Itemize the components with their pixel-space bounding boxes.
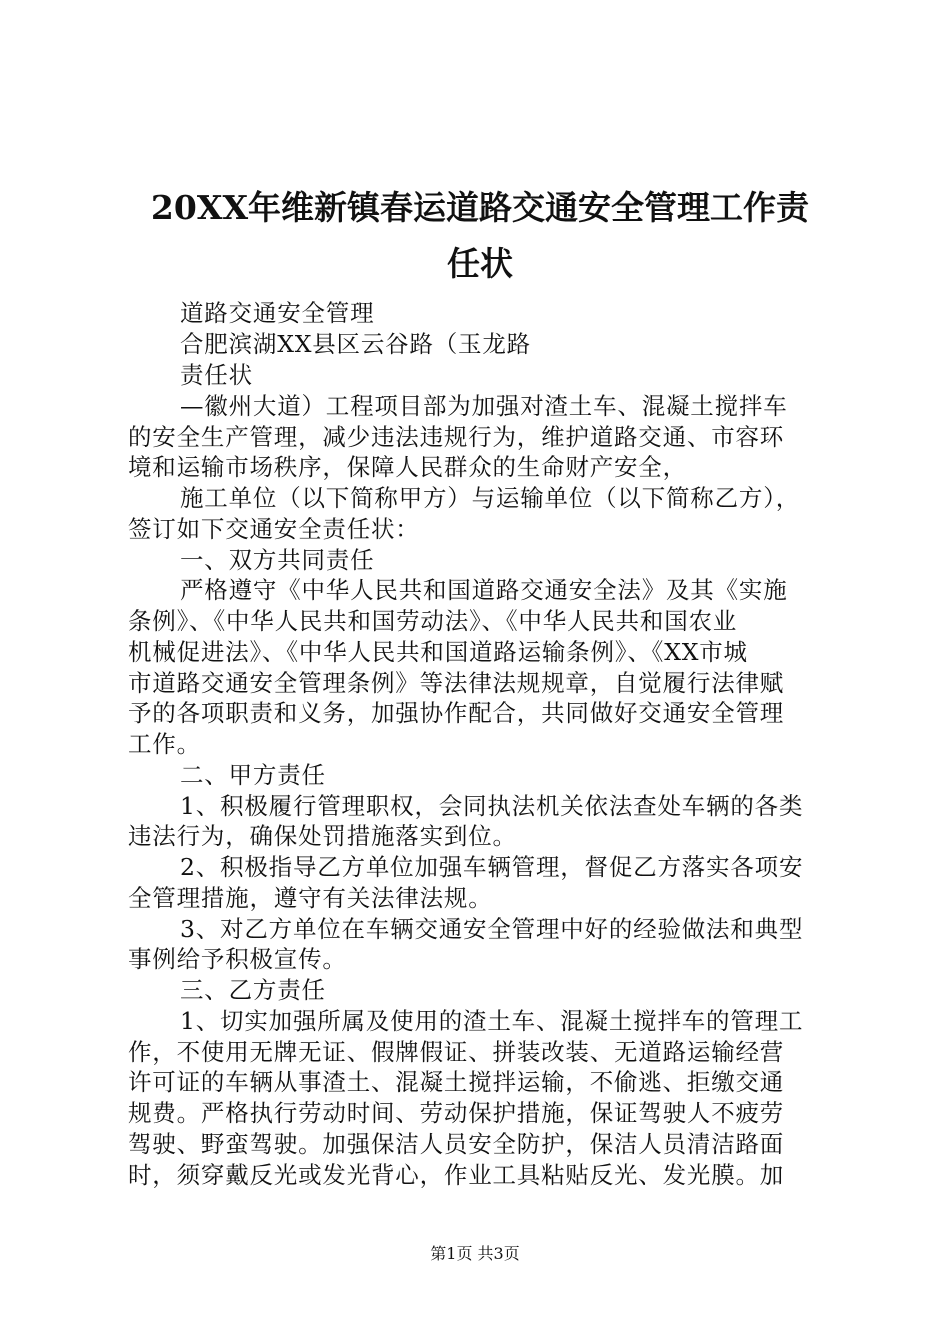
page-footer: 第1页 共3页	[430, 1244, 520, 1263]
body-line: 条例》、《中华人民共和国劳动法》、《中华人民共和国农业	[128, 607, 738, 635]
body-line: 规费。严格执行劳动时间、劳动保护措施，保证驾驶人不疲劳	[128, 1099, 785, 1127]
body-line: 1、积极履行管理职权，会同执法机关依法查处车辆的各类	[180, 792, 804, 820]
body-line: 境和运输市场秩序，保障人民群众的生命财产安全，	[128, 453, 687, 481]
body-line: 严格遵守《中华人民共和国道路交通安全法》及其《实施	[180, 576, 788, 604]
body-line: 事例给予积极宣传。	[128, 945, 347, 973]
body-line: 合肥滨湖XX县区云谷路（玉龙路	[180, 330, 531, 358]
body-line: 予的各项职责和义务，加强协作配合，共同做好交通安全管理	[128, 699, 785, 727]
body-line: 市道路交通安全管理条例》等法律法规规章，自觉履行法律赋	[128, 669, 785, 697]
body-line: 的安全生产管理，减少违法违规行为，维护道路交通、市容环	[128, 423, 785, 451]
body-line: 作，不使用无牌无证、假牌假证、拼装改装、无道路运输经营	[128, 1038, 785, 1066]
document-title-line-2: 任状	[447, 244, 513, 283]
body-line: 工作。	[128, 730, 201, 758]
body-line: 驾驶、野蛮驾驶。加强保洁人员安全防护，保洁人员清洁路面	[128, 1130, 785, 1158]
section-heading: 三、乙方责任	[180, 976, 326, 1004]
body-line: 许可证的车辆从事渣土、混凝土搅拌运输，不偷逃、拒缴交通	[128, 1068, 785, 1096]
section-heading: 一、双方共同责任	[180, 546, 375, 574]
body-line: 时，须穿戴反光或发光背心，作业工具粘贴反光、发光膜。加	[128, 1161, 785, 1189]
body-line: 机械促进法》、《中华人民共和国道路运输条例》、《XX市城	[128, 638, 748, 666]
body-line: —徽州大道）工程项目部为加强对渣土车、混凝土搅拌车	[180, 392, 788, 420]
section-heading: 二、甲方责任	[180, 761, 326, 789]
body-line: 1、切实加强所属及使用的渣土车、混凝土搅拌车的管理工	[180, 1007, 804, 1035]
body-line: 施工单位（以下简称甲方）与运输单位（以下简称乙方），	[180, 484, 801, 512]
body-line: 3、对乙方单位在车辆交通安全管理中好的经验做法和典型	[180, 915, 804, 943]
body-line: 道路交通安全管理	[180, 299, 375, 327]
document-title-line-1: 20XX年维新镇春运道路交通安全管理工作责	[150, 188, 810, 227]
body-line: 2、积极指导乙方单位加强车辆管理，督促乙方落实各项安	[180, 853, 804, 881]
body-line: 责任状	[180, 361, 253, 389]
body-line: 全管理措施，遵守有关法律法规。	[128, 884, 493, 912]
body-line: 签订如下交通安全责任状：	[128, 515, 420, 543]
body-line: 违法行为，确保处罚措施落实到位。	[128, 822, 517, 850]
